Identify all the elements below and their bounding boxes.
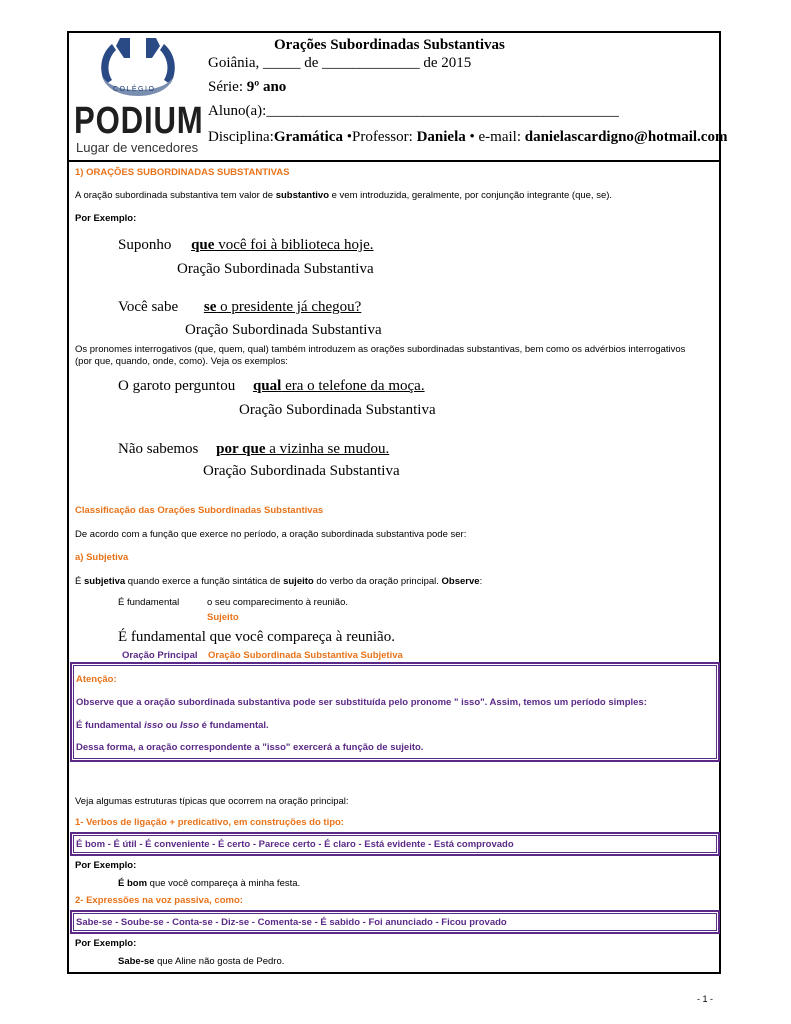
def-bold: Observe [441, 576, 480, 587]
big-example: É fundamental que você compareça à reunião. [118, 629, 395, 645]
section1-heading: 1) ORAÇÕES SUBORDINADAS SUBSTANTIVAS [75, 167, 290, 178]
estruturas-heading-2: 2- Expressões na voz passiva, como: [75, 895, 243, 906]
example-4-clause [216, 441, 389, 457]
def-text: É [75, 576, 84, 587]
example-1-rest: você foi à biblioteca hoje. [214, 237, 374, 253]
por-exemplo-label-2: Por Exemplo: [75, 860, 137, 871]
atencao-text: ou [163, 720, 180, 731]
pronomes-text-2: (por que, quando, onde, como). Veja os exemplos: [75, 356, 288, 367]
atencao-italic: isso [144, 720, 164, 731]
page-number: - 1 - [696, 994, 713, 1004]
example-4-conj: por que [216, 441, 266, 457]
example-3-clause [253, 378, 425, 394]
example-2 [118, 299, 361, 316]
intro-text-end: e vem introduzida, geralmente, por conjunção integrante (que, se). [329, 190, 613, 201]
voz-passiva-list: Sabe-se - Soube-se - Conta-se - Diz-se - Comenta-se - É sabido - Foi anunciado - Ficou provado [76, 917, 507, 928]
serie-label: Série: [208, 79, 243, 95]
logo-colegio-text: COLÉGIO [113, 86, 156, 93]
example-1-label: Oração Subordinada Substantiva [177, 261, 374, 277]
header-separator [67, 160, 721, 162]
intro-bold: substantivo [275, 190, 329, 201]
atencao-text: É fundamental [76, 720, 145, 731]
label-oracao-subjetiva: Oração Subordinada Substantiva Subjetiva [208, 650, 403, 661]
estrutura-example-2 [118, 956, 284, 967]
example-1-clause [191, 237, 373, 253]
intro-text: A oração subordinada substantiva tem valor de [75, 190, 276, 201]
email-value: danielascardigno@hotmail.com [524, 129, 728, 145]
pronomes-text-1: Os pronomes interrogativos (que, quem, qual) também introduzem as orações subordinadas substantivas, bem como os advérbios interrogativos [75, 344, 686, 355]
example-1 [118, 237, 374, 254]
disciplina-value: Gramática [273, 129, 343, 145]
serie-line [208, 79, 286, 96]
city-date-line: Goiânia, _____ de _____________ de 2015 [208, 55, 472, 71]
example-3 [118, 378, 425, 395]
serie-value: 9º ano [246, 79, 287, 95]
example-2-rest: o presidente já chegou? [216, 299, 362, 315]
def-bold: subjetiva [83, 576, 126, 587]
atencao-line-3: Dessa forma, a oração correspondente a "isso" exercerá a função de sujeito. [76, 742, 424, 753]
example-right: o seu comparecimento à reunião. [207, 597, 348, 608]
page-title: Orações Subordinadas Substantivas [274, 37, 505, 53]
subjetiva-heading: a) Subjetiva [75, 552, 129, 563]
example-2-main: Você sabe [118, 299, 179, 315]
example-1-main: Suponho [118, 237, 172, 253]
example-1-conj: que [191, 237, 215, 253]
example-3-rest: era o telefone da moça. [281, 378, 425, 394]
verbos-ligacao-list: É bom - É útil - É conveniente - É certo - Parece certo - É claro - Está evidente - Está comprovado [76, 839, 514, 850]
def-text: do verbo da oração principal. [313, 576, 442, 587]
label-oracao-principal: Oração Principal [122, 650, 198, 661]
atencao-text: é fundamental. [199, 720, 269, 731]
disciplina-label: Disciplina: [208, 129, 274, 145]
bullet-icon: • [346, 129, 352, 145]
estrutura-example-1 [118, 878, 300, 889]
atencao-line-2 [76, 720, 269, 731]
def-bold: sujeito [283, 576, 314, 587]
section1-intro [75, 190, 612, 201]
example-left: É fundamental [118, 597, 180, 608]
email-label: e-mail: [478, 129, 521, 145]
subjetiva-definition [75, 576, 482, 587]
example-3-main: O garoto perguntou [118, 378, 236, 394]
estrutura-example-1-bold: É bom [118, 878, 148, 889]
professor-label: Professor: [351, 129, 413, 145]
example-3-label: Oração Subordinada Substantiva [239, 402, 436, 418]
aluno-line: Aluno(a):_______________________________________________ [208, 103, 619, 119]
def-text: : [479, 576, 483, 587]
logo-podium-text: PODIUM [74, 100, 204, 142]
example-2-clause [204, 299, 361, 315]
sujeito-label: Sujeito [207, 612, 239, 623]
example-4 [118, 441, 389, 458]
atencao-title: Atenção: [76, 674, 117, 685]
por-exemplo-label-3: Por Exemplo: [75, 938, 137, 949]
professor-value: Daniela [416, 129, 466, 145]
def-text: quando exerce a função sintática de [125, 576, 284, 587]
estruturas-intro: Veja algumas estruturas típicas que ocorrem na oração principal: [75, 796, 349, 807]
example-3-conj: qual [252, 378, 282, 394]
classificacao-intro: De acordo com a função que exerce no período, a oração subordinada substantiva pode ser: [75, 529, 467, 540]
disciplina-line [208, 129, 727, 146]
atencao-italic: Isso [180, 720, 200, 731]
estrutura-example-2-bold: Sabe-se [118, 956, 155, 967]
estrutura-example-1-text: que você compareça à minha festa. [147, 878, 301, 889]
example-2-conj: se [203, 299, 217, 315]
example-4-main: Não sabemos [118, 441, 199, 457]
estrutura-example-2-text: que Aline não gosta de Pedro. [154, 956, 285, 967]
example-2-label: Oração Subordinada Substantiva [185, 322, 382, 338]
atencao-line-1: Observe que a oração subordinada substantiva pode ser substituída pelo pronome " isso". Assim, temos um período simples: [76, 697, 647, 708]
logo-tagline: Lugar de vencedores [76, 140, 199, 155]
classificacao-heading: Classificação das Orações Subordinadas Substantivas [75, 505, 324, 516]
bullet-icon: • [469, 129, 475, 145]
example-4-rest: a vizinha se mudou. [265, 441, 390, 457]
estruturas-heading-1: 1- Verbos de ligação + predicativo, em construções do tipo: [75, 817, 344, 828]
example-4-label: Oração Subordinada Substantiva [203, 463, 400, 479]
por-exemplo-label: Por Exemplo: [75, 213, 137, 224]
